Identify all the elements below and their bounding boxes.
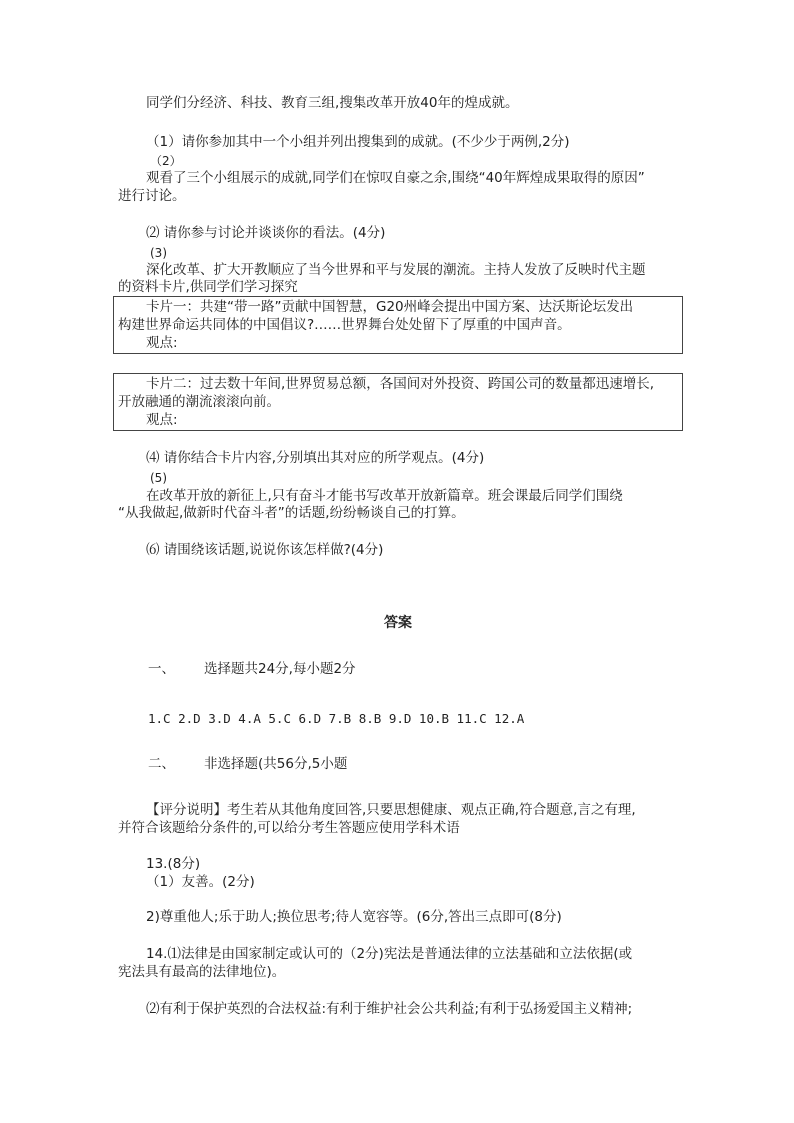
answer-13-part1: （1）友善。(2分) — [146, 874, 255, 890]
section-two-title: 非选择题(共56分,5小题 — [204, 756, 348, 772]
answer-13-part2: 2)尊重他人;乐于助人;换位思考;待人宽容等。(6分,答出三点即可(8分) — [146, 909, 562, 925]
answer-14-part2: ⑵有利于保护英烈的合法权益:有利于维护社会公共利益;有利于弘扬爱国主义精神; — [146, 1001, 633, 1017]
question-5-text-cont: “从我做起,做新时代奋斗者”的话题,纷纷畅谈自己的打算。 — [118, 505, 465, 521]
question-2-text-cont: 进行讨论。 — [118, 188, 186, 204]
question-1: （1）请你参加其中一个小组并列出搜集到的成就。(不少少于两例,2分) — [146, 134, 570, 150]
card-two-line2: 开放融通的潮流滚滚向前。 — [118, 394, 280, 410]
question-5-number: (5) — [150, 471, 167, 485]
answer-13-header: 13.(8分) — [146, 856, 201, 872]
section-one-title: 选择题共24分,每小题2分 — [204, 661, 356, 677]
answer-title: 答案 — [384, 615, 412, 631]
question-2-text: 观看了三个小组展示的成就,同学们在惊叹自豪之余,围绕“40年辉煌成果取得的原因” — [146, 170, 645, 186]
question-5-text: 在改革开放的新征上,只有奋斗才能书写改革开放新篇章。班会课最后同学们围绕 — [146, 488, 623, 504]
section-two-number: 二、 — [148, 756, 175, 772]
card-one-line1: 卡片一：共建“带一路”贡献中国智慧，G20州峰会提出中国方案、达沃斯论坛发出 — [146, 299, 634, 315]
card-two-line1: 卡片二：过去数十年间,世界贸易总额，各国间对外投资、跨国公司的数量都迅速增长, — [146, 376, 655, 392]
section-one-number: 一、 — [148, 661, 175, 677]
grading-note-cont: 并符合该题给分条件的,可以给分考生答题应使用学科术语 — [118, 820, 460, 836]
question-2-number: （2） — [150, 154, 182, 168]
grading-note: 【评分说明】考生若从其他角度回答,只要思想健康、观点正确,符合题意,言之有理, — [146, 802, 636, 818]
answer-14-part1: 14.⑴法律是由国家制定或认可的（2分)宪法是普通法律的立法基础和立法依据(或 — [146, 946, 633, 962]
card-two — [113, 373, 683, 431]
intro-text: 同学们分经济、科技、教育三组,搜集改革开放40年的煌成就。 — [146, 95, 519, 111]
card-one-line2: 构建世界命运共同体的中国倡议?……世界舞台处处留下了厚重的中国声音。 — [118, 317, 571, 333]
question-4-prompt: ⑷ 请你结合卡片内容,分别填出其对应的所学观点。(4分) — [146, 450, 485, 466]
question-2-prompt: ⑵ 请你参与讨论并谈谈你的看法。(4分) — [146, 225, 386, 241]
question-3-text: 深化改革、扩大开教顺应了当今世界和平与发展的潮流。主持人发放了反映时代主题 — [146, 262, 646, 278]
card-two-viewpoint: 观点: — [146, 412, 178, 428]
question-3-text-cont: 的资料卡片,供同学们学习探究 — [118, 279, 298, 295]
answer-14-part1-cont: 宪法具有最高的法律地位)。 — [118, 964, 286, 980]
card-one-viewpoint: 观点: — [146, 335, 178, 351]
choice-answers: 1.C 2.D 3.D 4.A 5.C 6.D 7.B 8.B 9.D 10.B 11.C 12.A — [148, 711, 525, 726]
question-3-number: (3) — [150, 246, 167, 260]
card-one — [113, 296, 683, 354]
question-6-prompt: ⑹ 请围绕该话题,说说你该怎样做?(4分) — [146, 542, 384, 558]
